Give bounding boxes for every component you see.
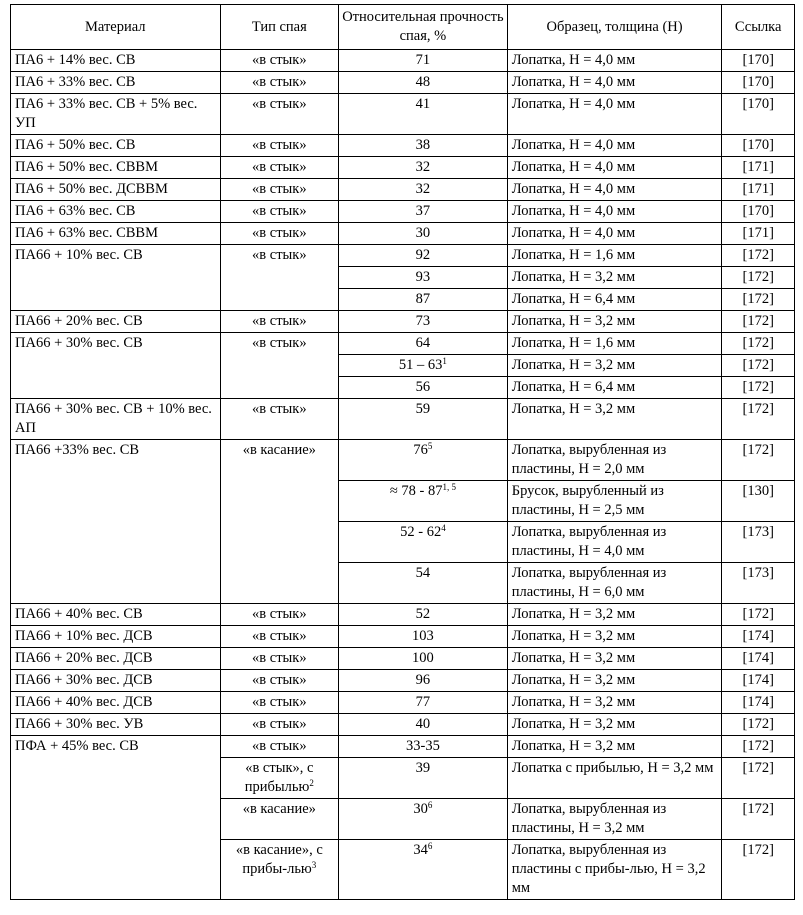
cell-strength: 100 [339,648,508,670]
cell-material: ПА6 + 50% вес. СВВМ [11,157,221,179]
cell-sample: Лопатка, Н = 3,2 мм [507,670,722,692]
cell-strength: 92 [339,245,508,267]
cell-ref: [172] [722,604,795,626]
cell-weld-type: «в стык» [220,736,339,758]
cell-sample: Лопатка, Н = 6,4 мм [507,377,722,399]
cell-strength: 93 [339,267,508,289]
cell-strength: 33-35 [339,736,508,758]
strength-value: 30 [413,801,428,817]
cell-sample: Лопатка, Н = 3,2 мм [507,692,722,714]
cell-weld-type: «в стык» [220,670,339,692]
cell-ref: [174] [722,626,795,648]
cell-ref: [174] [722,692,795,714]
cell-strength [339,481,508,522]
cell-strength: 30 [339,223,508,245]
weld-type-value: «в касание», с прибы-лью [235,842,323,877]
cell-sample: Лопатка, Н = 4,0 мм [507,135,722,157]
header-row [11,5,795,50]
cell-ref: [172] [722,289,795,311]
footnote-mark: 6 [427,841,433,851]
cell-sample: Лопатка, Н = 4,0 мм [507,157,722,179]
cell-material: ПА66 + 30% вес. УВ [11,714,221,736]
table-row [11,201,795,223]
cell-sample: Лопатка, Н = 3,2 мм [507,648,722,670]
cell-ref: [172] [722,440,795,481]
cell-material: ПА66 + 40% вес. ДСВ [11,692,221,714]
cell-material: ПФА + 45% вес. СВ [11,736,221,900]
cell-material: ПА6 + 33% вес. СВ + 5% вес. УП [11,94,221,135]
cell-material: ПА66 +33% вес. СВ [11,440,221,604]
cell-sample: Лопатка, вырубленная из пластины, Н = 3,2 мм [507,799,722,840]
cell-ref: [172] [722,840,795,900]
cell-ref: [170] [722,135,795,157]
cell-material: ПА66 + 10% вес. СВ [11,245,221,311]
cell-strength: 38 [339,135,508,157]
cell-ref: [172] [722,377,795,399]
cell-sample: Лопатка, вырубленная из пластины, Н = 2,0 мм [507,440,722,481]
cell-strength: 87 [339,289,508,311]
cell-weld-type: «в стык» [220,399,339,440]
cell-strength: 52 [339,604,508,626]
cell-sample: Лопатка, Н = 3,2 мм [507,736,722,758]
header-sample: Образец, толщина (Н) [507,5,722,50]
cell-ref: [172] [722,267,795,289]
cell-strength: 41 [339,94,508,135]
strength-value: ≈ 78 - 87 [389,483,443,499]
table-row [11,692,795,714]
cell-weld-type: «в стык» [220,648,339,670]
cell-ref: [171] [722,223,795,245]
cell-sample: Лопатка, Н = 4,0 мм [507,223,722,245]
table-row [11,50,795,72]
cell-strength: 73 [339,311,508,333]
cell-strength: 37 [339,201,508,223]
cell-sample: Лопатка, Н = 4,0 мм [507,94,722,135]
cell-strength: 59 [339,399,508,440]
cell-strength [339,355,508,377]
cell-sample: Лопатка, вырубленная из пластины с прибы-лью, Н = 3,2 мм [507,840,722,900]
header-ref: Ссылка [722,5,795,50]
cell-weld-type: «в стык» [220,179,339,201]
cell-material: ПА6 + 63% вес. СВВМ [11,223,221,245]
cell-ref: [170] [722,94,795,135]
cell-weld-type: «в стык» [220,604,339,626]
cell-sample: Лопатка, вырубленная из пластины, Н = 4,0 мм [507,522,722,563]
cell-sample: Брусок, вырубленный из пластины, Н = 2,5 мм [507,481,722,522]
properties-table [10,4,795,900]
cell-ref: [171] [722,179,795,201]
cell-material: ПА66 + 30% вес. СВ + 10% вес. АП [11,399,221,440]
cell-strength [339,799,508,840]
cell-weld-type: «в касание» [220,440,339,604]
cell-sample: Лопатка, Н = 1,6 мм [507,333,722,355]
cell-material: ПА66 + 10% вес. ДСВ [11,626,221,648]
cell-sample: Лопатка, вырубленная из пластины, Н = 6,0 мм [507,563,722,604]
cell-material: ПА6 + 50% вес. СВ [11,135,221,157]
cell-ref: [170] [722,201,795,223]
table-row [11,626,795,648]
table-row [11,736,795,758]
footnote-mark: 2 [309,778,314,788]
table-row [11,440,795,481]
cell-weld-type: «в стык» [220,311,339,333]
cell-strength: 32 [339,157,508,179]
cell-ref: [170] [722,50,795,72]
table-row [11,245,795,267]
cell-sample: Лопатка, Н = 6,4 мм [507,289,722,311]
table-row [11,604,795,626]
footnote-mark: 4 [441,523,446,533]
cell-material: ПА66 + 20% вес. СВ [11,311,221,333]
cell-ref: [172] [722,736,795,758]
cell-strength [339,440,508,481]
table-row [11,94,795,135]
header-strength: Относительная прочность спая, % [339,5,508,50]
table-row [11,135,795,157]
cell-sample: Лопатка, Н = 3,2 мм [507,267,722,289]
cell-weld-type: «в стык» [220,714,339,736]
cell-weld-type: «в стык» [220,333,339,399]
cell-ref: [172] [722,399,795,440]
cell-ref: [170] [722,72,795,94]
cell-sample: Лопатка, Н = 3,2 мм [507,626,722,648]
strength-value: 34 [413,842,428,858]
cell-sample: Лопатка, Н = 3,2 мм [507,714,722,736]
table-row [11,157,795,179]
table-row [11,333,795,355]
cell-sample: Лопатка, Н = 3,2 мм [507,399,722,440]
table-row [11,311,795,333]
footnote-mark: 3 [311,860,317,870]
cell-weld-type: «в стык» [220,223,339,245]
cell-sample: Лопатка с прибылью, Н = 3,2 мм [507,758,722,799]
cell-weld-type: «в касание» [220,799,339,840]
cell-weld-type: «в стык» [220,94,339,135]
cell-ref: [172] [722,758,795,799]
cell-ref: [172] [722,311,795,333]
cell-ref: [173] [722,563,795,604]
cell-material: ПА6 + 14% вес. СВ [11,50,221,72]
cell-sample: Лопатка, Н = 4,0 мм [507,50,722,72]
cell-strength: 103 [339,626,508,648]
cell-ref: [174] [722,648,795,670]
cell-sample: Лопатка, Н = 3,2 мм [507,355,722,377]
header-material: Материал [11,5,221,50]
cell-ref: [172] [722,714,795,736]
cell-strength: 77 [339,692,508,714]
cell-strength: 39 [339,758,508,799]
table-row [11,670,795,692]
cell-sample: Лопатка, Н = 3,2 мм [507,311,722,333]
table-row [11,179,795,201]
header-weld-type: Тип спая [220,5,339,50]
cell-weld-type: «в стык» [220,135,339,157]
cell-ref: [172] [722,333,795,355]
cell-sample: Лопатка, Н = 4,0 мм [507,72,722,94]
table-body [11,50,795,900]
strength-value: 76 [413,442,428,458]
cell-weld-type: «в стык» [220,692,339,714]
cell-ref: [174] [722,670,795,692]
cell-sample: Лопатка, Н = 3,2 мм [507,604,722,626]
cell-strength: 32 [339,179,508,201]
footnote-mark: 1 [442,356,447,366]
footnote-mark: 1, 5 [442,482,456,492]
cell-strength: 54 [339,563,508,604]
cell-material: ПА6 + 63% вес. СВ [11,201,221,223]
cell-weld-type [220,840,339,900]
cell-strength: 71 [339,50,508,72]
table-row [11,714,795,736]
cell-ref: [173] [722,522,795,563]
footnote-mark: 6 [427,800,433,810]
cell-ref: [172] [722,245,795,267]
table-row [11,399,795,440]
cell-sample: Лопатка, Н = 1,6 мм [507,245,722,267]
cell-strength: 48 [339,72,508,94]
table-row [11,648,795,670]
table-row [11,72,795,94]
cell-material: ПА66 + 30% вес. ДСВ [11,670,221,692]
cell-strength: 56 [339,377,508,399]
cell-strength: 96 [339,670,508,692]
footnote-mark: 5 [427,441,433,451]
cell-weld-type: «в стык» [220,626,339,648]
table-header [11,5,795,50]
cell-weld-type: «в стык» [220,245,339,311]
cell-weld-type: «в стык» [220,72,339,94]
cell-material: ПА66 + 30% вес. СВ [11,333,221,399]
cell-ref: [130] [722,481,795,522]
cell-ref: [171] [722,157,795,179]
cell-ref: [172] [722,355,795,377]
cell-weld-type: «в стык» [220,157,339,179]
cell-weld-type: «в стык» [220,201,339,223]
cell-material: ПА6 + 50% вес. ДСВВМ [11,179,221,201]
cell-weld-type [220,758,339,799]
cell-sample: Лопатка, Н = 4,0 мм [507,201,722,223]
cell-ref: [172] [722,799,795,840]
cell-strength [339,522,508,563]
cell-strength: 40 [339,714,508,736]
cell-weld-type: «в стык» [220,50,339,72]
cell-material: ПА6 + 33% вес. СВ [11,72,221,94]
weld-type-value: «в стык», с прибылью [244,760,314,795]
table-row [11,223,795,245]
cell-strength [339,840,508,900]
cell-material: ПА66 + 20% вес. ДСВ [11,648,221,670]
cell-sample: Лопатка, Н = 4,0 мм [507,179,722,201]
strength-value: 52 - 62 [400,524,442,540]
strength-value: 51 – 63 [398,357,443,373]
cell-strength: 64 [339,333,508,355]
cell-material: ПА66 + 40% вес. СВ [11,604,221,626]
